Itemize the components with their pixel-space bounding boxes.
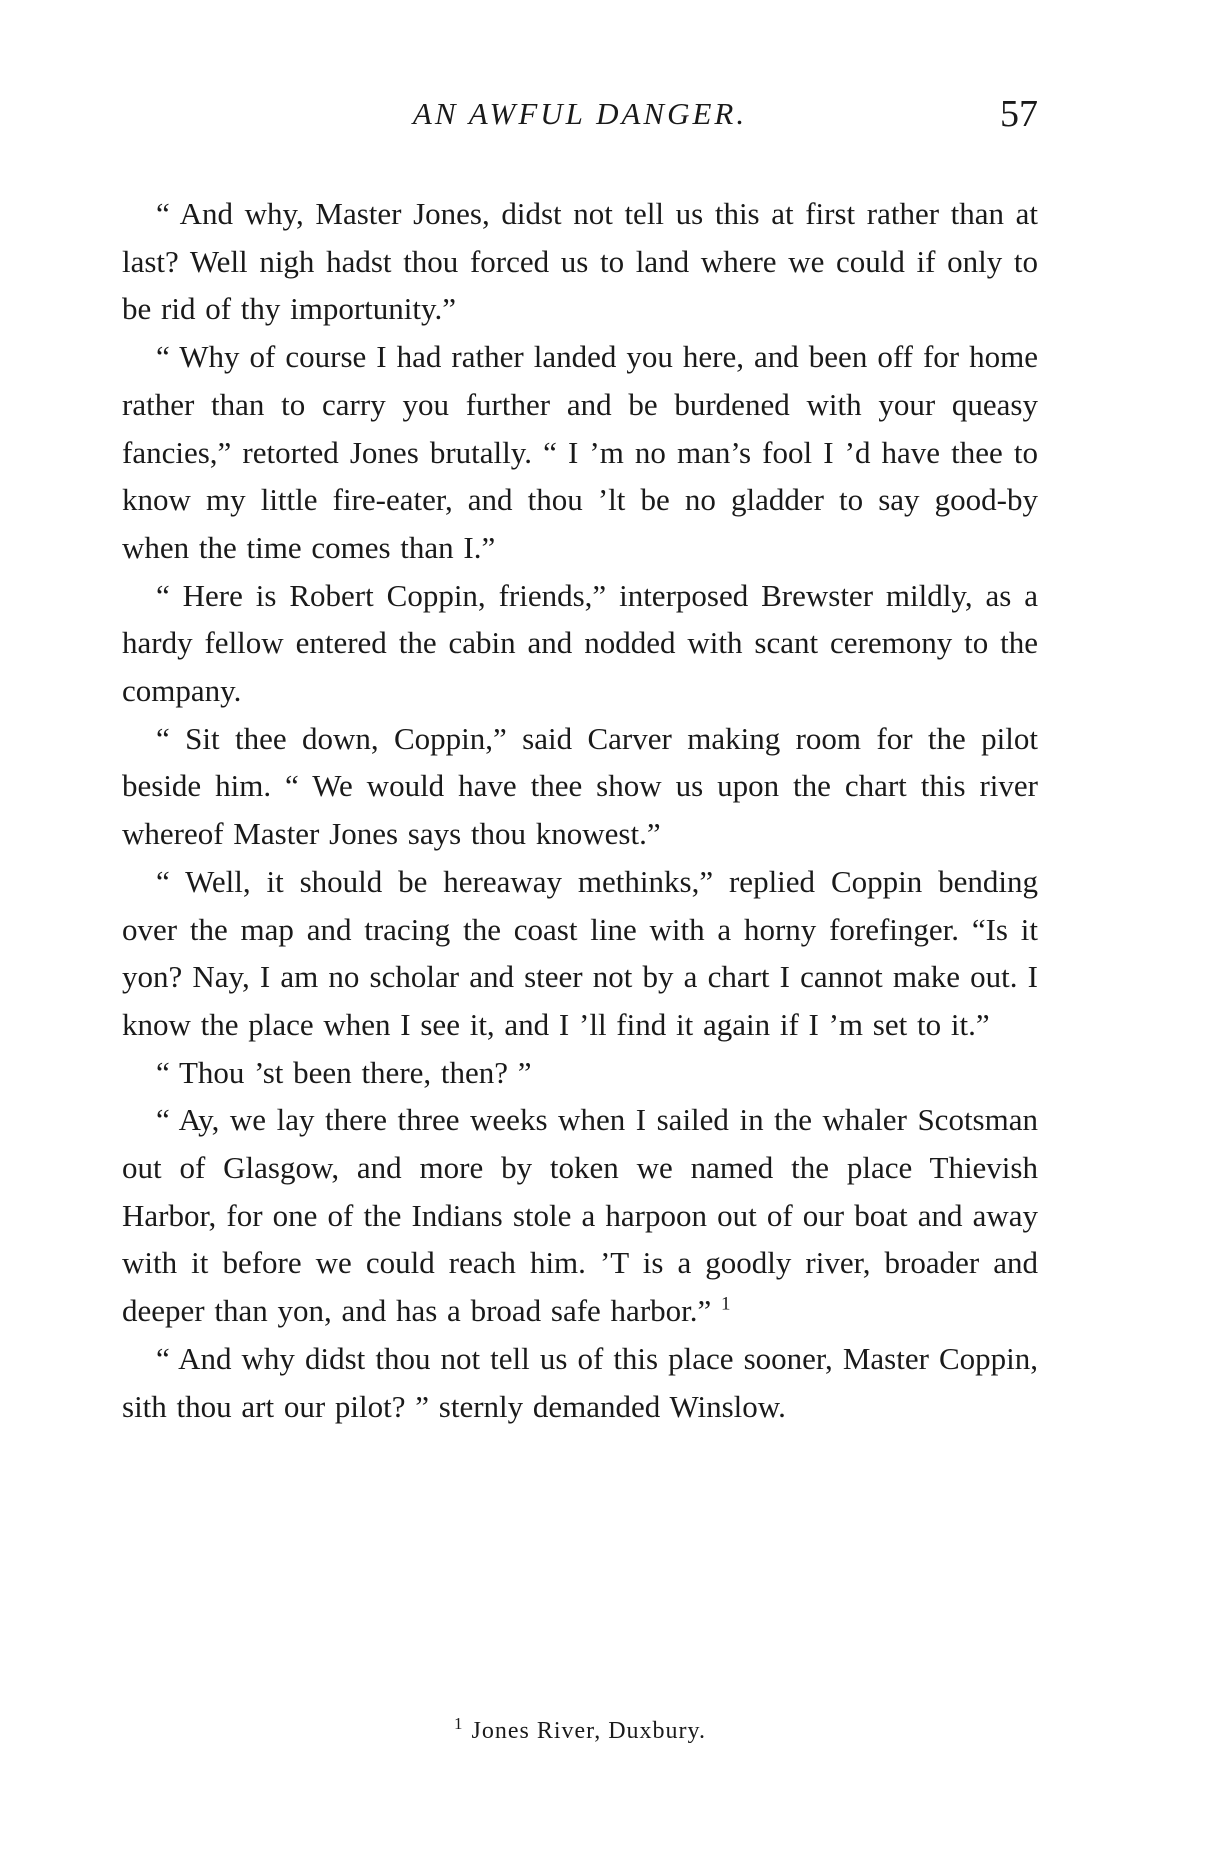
- paragraph-7-text: “ Ay, we lay there three weeks when I sailed in the whaler Scotsman out of Glasgow, and more by token we named the place Thievish Harbor, for one of the Indians stole a harpoon out of our boat and away with it before we could reach him. ’T is a goodly river, broader and deeper than yon, and has a broad safe harbor.”: [122, 1102, 1038, 1329]
- paragraph-2: “ Why of course I had rather landed you here, and been off for home rather than to carry you further and be burdened with your queasy fancies,” retorted Jones brutally. “ I ’m no man’s fool I ’d have thee to know my little fire-eater, and thou ’lt be no gladder to say good-by when the time comes than I.”: [122, 339, 1038, 565]
- paragraph-5: “ Well, it should be hereaway methinks,” replied Coppin bending over the map and tracing the coast line with a horny forefinger. “Is it yon? Nay, I am no scholar and steer not by a chart I cannot make out. I know the place when I see it, and I ’ll find it again if I ’m set to it.”: [122, 863, 1038, 1042]
- body-text: [122, 190, 1038, 1430]
- paragraph-7: [122, 1096, 1038, 1335]
- paragraph-3: “ Here is Robert Coppin, friends,” interposed Brewster mildly, as a hardy fellow entered the cabin and nodded with scant ceremony to the company.: [122, 577, 1038, 709]
- footnote: [122, 1714, 1038, 1745]
- paragraph-6: “ Thou ’st been there, then? ”: [156, 1054, 532, 1090]
- running-title: AN AWFUL DANGER.: [412, 96, 748, 131]
- footnote-mark: 1: [454, 1714, 464, 1733]
- paragraph-1: “ And why, Master Jones, didst not tell us this at first rather than at last? Well nigh hadst thou forced us to land where we could if only to be rid of thy importunity.”: [122, 196, 1038, 327]
- footnote-text: Jones River, Duxbury.: [471, 1718, 706, 1744]
- paragraph-4: “ Sit thee down, Coppin,” said Carver making room for the pilot beside him. “ We would have thee show us upon the chart this river whereof Master Jones says thou knowest.”: [122, 720, 1038, 852]
- paragraph-8: “ And why didst thou not tell us of this place sooner, Master Coppin, sith thou art our pilot? ” sternly demanded Winslow.: [122, 1340, 1038, 1424]
- running-head: [122, 93, 1038, 146]
- footnote-reference: 1: [721, 1293, 731, 1315]
- page-number: 57: [1000, 93, 1038, 135]
